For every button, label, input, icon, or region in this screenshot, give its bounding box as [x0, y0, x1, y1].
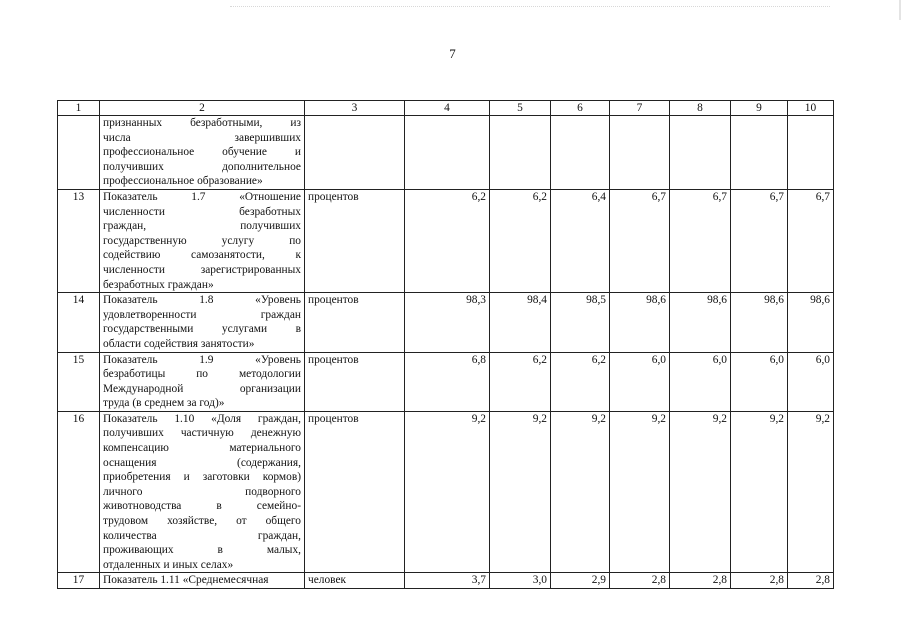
indicator-description-cell: [100, 116, 305, 190]
header-cell: 10: [788, 101, 834, 116]
value-cell: 6,2: [405, 189, 490, 292]
value-cell: 9,2: [551, 411, 610, 573]
header-cell: 4: [405, 101, 490, 116]
description-line: получивших дополнительное: [103, 160, 301, 173]
indicator-description-cell: [100, 411, 305, 573]
description-line: животноводства в семейно-: [103, 500, 301, 513]
value-cell: 98,6: [610, 293, 670, 352]
table-row: [58, 293, 834, 352]
description-line: профессиональное образование»: [103, 175, 263, 188]
value-cell: 98,3: [405, 293, 490, 352]
description-line: численности безработных: [103, 205, 301, 218]
description-line: приобретения и заготовки кормов): [103, 471, 301, 484]
description-line: граждан, получивших: [103, 220, 301, 233]
description-line: труда (в среднем за год)»: [103, 397, 225, 410]
value-cell: 6,0: [731, 352, 788, 411]
unit-cell: процентов: [305, 352, 405, 411]
value-cell: 6,2: [551, 352, 610, 411]
indicator-table: [57, 100, 834, 589]
value-cell: 3,0: [490, 573, 551, 589]
value-cell: [610, 116, 670, 190]
description-line: безработицы по методологии: [103, 368, 301, 381]
description-line: числа завершивших: [103, 131, 301, 144]
description-line: отдаленных и иных селах»: [103, 558, 234, 571]
table-row: [58, 116, 834, 190]
row-number-cell: [58, 116, 100, 190]
header-cell: 3: [305, 101, 405, 116]
description-line: признанных безработными, из: [103, 117, 301, 129]
unit-cell: [305, 116, 405, 190]
description-line: государственную услугу по: [103, 234, 301, 247]
value-cell: [670, 116, 731, 190]
value-cell: 6,0: [670, 352, 731, 411]
description-line: Показатель 1.10 «Доля граждан,: [103, 412, 301, 425]
scan-noise: [230, 6, 830, 9]
value-cell: 98,5: [551, 293, 610, 352]
value-cell: [405, 116, 490, 190]
value-cell: 9,2: [731, 411, 788, 573]
header-cell: 1: [58, 101, 100, 116]
description-line: профессиональное обучение и: [103, 146, 301, 159]
header-cell: 8: [670, 101, 731, 116]
value-cell: 6,7: [788, 189, 834, 292]
row-number-cell: 17: [58, 573, 100, 589]
indicator-description-cell: [100, 189, 305, 292]
unit-cell: процентов: [305, 411, 405, 573]
table-header-row: [58, 101, 834, 116]
value-cell: 6,7: [731, 189, 788, 292]
unit-cell: процентов: [305, 189, 405, 292]
value-cell: 98,4: [490, 293, 551, 352]
description-line: безработных граждан»: [103, 278, 214, 291]
value-cell: 98,6: [788, 293, 834, 352]
indicator-description-cell: [100, 352, 305, 411]
value-cell: 2,8: [788, 573, 834, 589]
table-row: [58, 573, 834, 589]
description-line: оснащения (содержания,: [103, 456, 301, 469]
description-line: содействию самозанятости, к: [103, 249, 301, 262]
value-cell: [551, 116, 610, 190]
value-cell: 9,2: [610, 411, 670, 573]
header-cell: 6: [551, 101, 610, 116]
header-cell: 2: [100, 101, 305, 116]
description-line: Международной организации: [103, 382, 301, 395]
unit-cell: человек: [305, 573, 405, 589]
indicator-description-cell: [100, 573, 305, 589]
header-cell: 7: [610, 101, 670, 116]
scan-edge: [899, 0, 901, 20]
description-line: трудовом хозяйстве, от общего: [103, 515, 301, 528]
table-row: [58, 411, 834, 573]
value-cell: 3,7: [405, 573, 490, 589]
description-line: Показатель 1.8 «Уровень: [103, 294, 301, 307]
value-cell: 9,2: [490, 411, 551, 573]
description-line: государственными услугами в: [103, 323, 301, 336]
value-cell: 6,7: [670, 189, 731, 292]
value-cell: 98,6: [731, 293, 788, 352]
value-cell: 6,7: [610, 189, 670, 292]
value-cell: 2,8: [610, 573, 670, 589]
value-cell: 2,9: [551, 573, 610, 589]
indicator-description-cell: [100, 293, 305, 352]
value-cell: 6,2: [490, 352, 551, 411]
row-number-cell: 14: [58, 293, 100, 352]
value-cell: 6,0: [610, 352, 670, 411]
value-cell: 6,4: [551, 189, 610, 292]
description-line: удовлетворенности граждан: [103, 308, 301, 321]
description-line: Показатель 1.9 «Уровень: [103, 353, 301, 366]
description-line: Показатель 1.7 «Отношение: [103, 190, 301, 203]
value-cell: 9,2: [788, 411, 834, 573]
description-line: компенсацию материального: [103, 442, 301, 455]
row-number-cell: 16: [58, 411, 100, 573]
value-cell: [490, 116, 551, 190]
value-cell: [731, 116, 788, 190]
row-number-cell: 13: [58, 189, 100, 292]
description-line: получивших частичную денежную: [103, 427, 301, 440]
description-line: области содействия занятости»: [103, 337, 255, 350]
row-number-cell: 15: [58, 352, 100, 411]
page-number: 7: [449, 46, 456, 61]
table-row: [58, 352, 834, 411]
header-cell: 5: [490, 101, 551, 116]
unit-cell: процентов: [305, 293, 405, 352]
value-cell: 6,8: [405, 352, 490, 411]
value-cell: 2,8: [731, 573, 788, 589]
description-line: численности зарегистрированных: [103, 263, 301, 276]
value-cell: 98,6: [670, 293, 731, 352]
value-cell: 9,2: [405, 411, 490, 573]
header-cell: 9: [731, 101, 788, 116]
description-line: Показатель 1.11 «Среднемесячная: [103, 574, 269, 587]
value-cell: [788, 116, 834, 190]
table-row: [58, 189, 834, 292]
value-cell: 6,0: [788, 352, 834, 411]
value-cell: 2,8: [670, 573, 731, 589]
value-cell: 6,2: [490, 189, 551, 292]
description-line: количества граждан,: [103, 529, 301, 542]
description-line: личного подворного: [103, 485, 301, 498]
value-cell: 9,2: [670, 411, 731, 573]
description-line: проживающих в малых,: [103, 544, 301, 557]
